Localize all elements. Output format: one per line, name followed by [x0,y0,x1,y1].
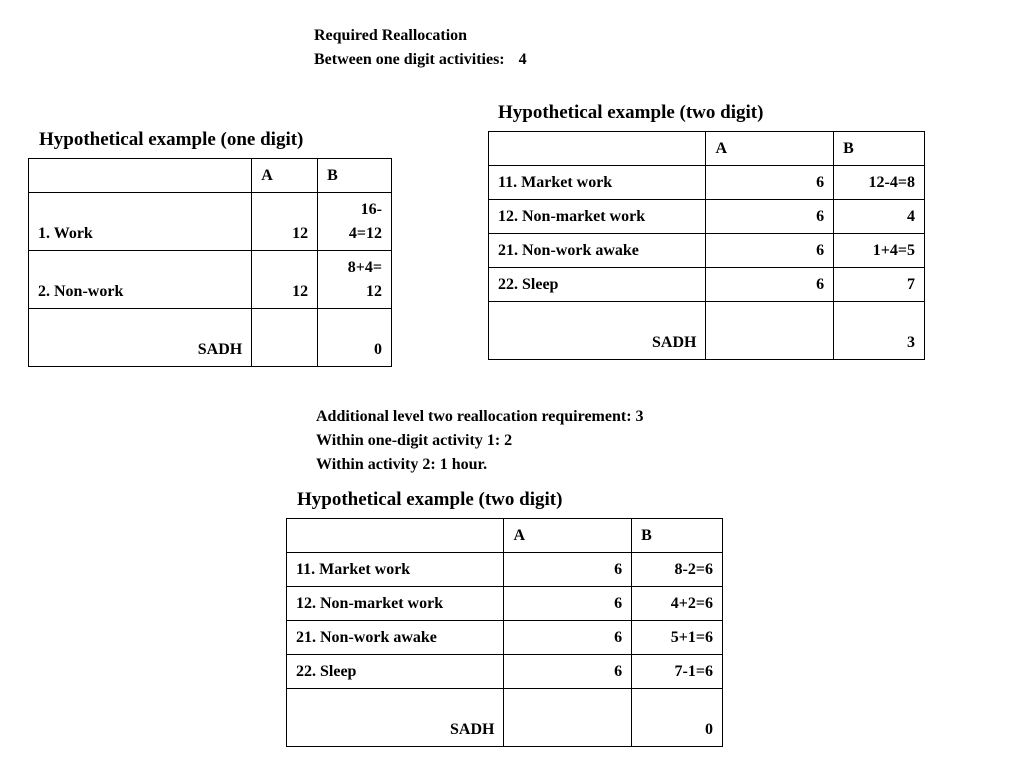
row-value-a: 6 [706,268,834,302]
row-label: 2. Non-work [38,283,124,300]
sadh-value-a [513,742,622,746]
row-value-b [327,198,382,250]
row-label: 1. Work [38,225,93,242]
note-line [314,48,527,72]
table-two-digit-initial [488,131,925,360]
note-text: Between one digit activities: [314,51,505,68]
row-label: 12. Non-market work [287,587,504,621]
header-cell [287,519,504,553]
table-header-row [287,519,723,553]
table-header-row [489,132,925,166]
row-value-b: 8-2=6 [632,553,723,587]
table-title-two-digit-final: Hypothetical example (two digit) [297,489,563,510]
row-value-a: 6 [504,587,632,621]
table-row [489,268,925,302]
sadh-value-a [261,362,308,366]
table-title-one-digit: Hypothetical example (one digit) [39,129,304,150]
table-one-digit [28,158,392,367]
header-cell-b: B [318,159,392,193]
note-value: 4 [518,51,527,68]
row-value-a: 6 [504,655,632,689]
sadh-value-b: 0 [705,721,713,738]
row-value-b: 7 [834,268,925,302]
table-title-two-digit: Hypothetical example (two digit) [498,102,764,123]
note-line: Within activity 2: 1 hour. [316,456,488,473]
row-label: 22. Sleep [287,655,504,689]
table-row [287,655,723,689]
row-value-a: 6 [706,200,834,234]
table-row [489,200,925,234]
row-label: 12. Non-market work [489,200,706,234]
table-row [287,621,723,655]
row-value-a: 12 [292,225,309,242]
sadh-value-b: 3 [907,334,915,351]
table-row [29,193,392,251]
sadh-label: SADH [197,341,243,358]
row-label: 21. Non-work awake [489,234,706,268]
row-value-b [327,256,382,308]
table-row [29,251,392,309]
table-two-digit-final [286,518,723,747]
row-label: 11. Market work [287,553,504,587]
value-line: 16- [360,201,382,218]
row-value-a: 6 [706,166,834,200]
sadh-value-b: 0 [374,341,382,358]
sadh-value-a [715,355,824,359]
row-value-b: 5+1=6 [632,621,723,655]
header-cell-a: A [504,519,632,553]
row-value-b: 7-1=6 [632,655,723,689]
row-value-b: 4 [834,200,925,234]
row-value-a: 6 [504,553,632,587]
row-label: 11. Market work [489,166,706,200]
header-cell-a: A [252,159,318,193]
table-row [489,166,925,200]
row-value-a: 6 [706,234,834,268]
table-header-row [29,159,392,193]
sadh-row [489,302,925,360]
header-cell-b: B [834,132,925,166]
table-row [287,553,723,587]
table-row [489,234,925,268]
sadh-row [287,689,723,747]
row-value-b: 12-4=8 [834,166,925,200]
row-label: 22. Sleep [489,268,706,302]
value-line: 4=12 [348,225,382,242]
row-value-b: 1+4=5 [834,234,925,268]
additional-reallocation-note [316,405,644,477]
sadh-row [29,309,392,367]
note-line: Additional level two reallocation requirement: 3 [316,408,644,425]
header-cell-b: B [632,519,723,553]
note-line: Within one-digit activity 1: 2 [316,432,513,449]
row-label: 21. Non-work awake [287,621,504,655]
required-reallocation-note [314,24,527,72]
header-cell [489,132,706,166]
header-cell [29,159,252,193]
value-line: 12 [366,283,382,300]
row-value-a: 12 [292,283,309,300]
table-row [287,587,723,621]
header-cell-a: A [706,132,834,166]
sadh-label: SADH [652,334,697,351]
sadh-label: SADH [450,721,495,738]
row-value-a: 6 [504,621,632,655]
value-line: 8+4= [347,259,382,276]
row-value-b: 4+2=6 [632,587,723,621]
note-line: Required Reallocation [314,27,468,44]
